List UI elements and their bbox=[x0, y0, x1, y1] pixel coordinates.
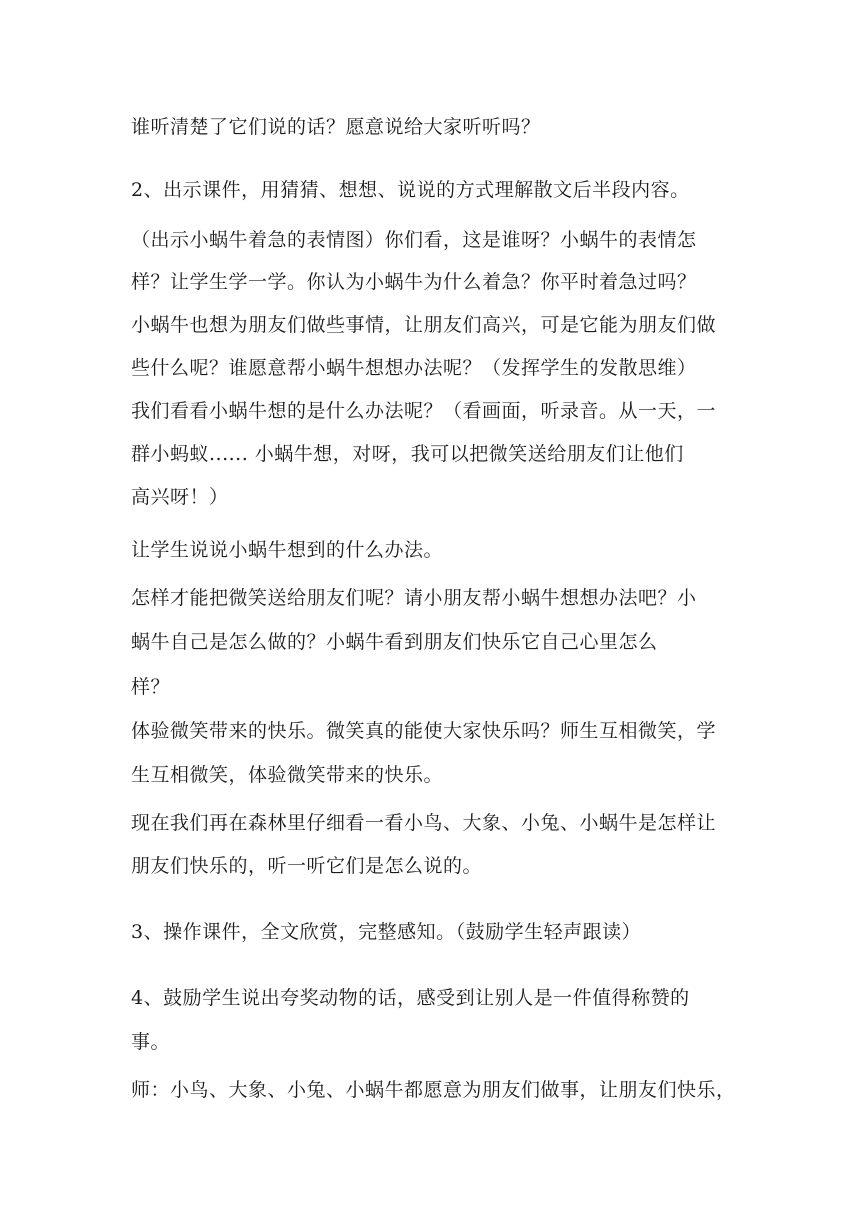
text-line: 样？ bbox=[131, 676, 171, 698]
text-line: 体验微笑带来的快乐。微笑真的能使大家快乐吗？师生互相微笑，学 bbox=[131, 720, 717, 742]
text-line: 蜗牛自己是怎么做的？小蜗牛看到朋友们快乐它自己心里怎么 bbox=[131, 631, 658, 653]
text-line: 谁听清楚了它们说的话？愿意说给大家听听吗？ bbox=[131, 116, 541, 138]
text-line: 2、出示课件，用猜猜、想想、说说的方式理解散文后半段内容。 bbox=[131, 179, 690, 201]
text-line: 样？让学生学一学。你认为小蜗牛为什么着急？你平时着急过吗？ bbox=[131, 271, 697, 293]
text-line: 师：小鸟、大象、小兔、小蜗牛都愿意为朋友们做事，让朋友们快乐， bbox=[131, 1079, 736, 1101]
text-line: 让学生说说小蜗牛想到的什么办法。 bbox=[131, 539, 444, 561]
text-line: 高兴呀！） bbox=[131, 486, 229, 508]
text-line: 群小蚂蚁...... 小蜗牛想，对呀，我可以把微笑送给朋友们让他们 bbox=[131, 443, 684, 465]
text-line: 生互相微笑，体验微笑带来的快乐。 bbox=[131, 764, 444, 786]
text-line: 3、操作课件，全文欣赏，完整感知。（鼓励学生轻声跟读） bbox=[131, 921, 642, 943]
text-line: 怎样才能把微笑送给朋友们呢？请小朋友帮小蜗牛想想办法吧？小 bbox=[131, 587, 697, 609]
text-line: 4、鼓励学生说出夸奖动物的话，感受到让别人是一件值得称赞的 bbox=[131, 987, 690, 1009]
text-line: 朋友们快乐的，听一听它们是怎么说的。 bbox=[131, 855, 483, 877]
text-line: 我们看看小蜗牛想的是什么办法呢？（看画面，听录音。从一天，一 bbox=[131, 400, 717, 422]
text-line: 些什么呢？谁愿意帮小蜗牛想想办法呢？（发挥学生的发散思维） bbox=[131, 357, 697, 379]
text-line: （出示小蜗牛着急的表情图）你们看，这是谁呀？小蜗牛的表情怎 bbox=[131, 229, 697, 251]
text-line: 小蜗牛也想为朋友们做些事情，让朋友们高兴，可是它能为朋友们做 bbox=[131, 314, 717, 336]
text-line: 事。 bbox=[131, 1031, 171, 1053]
text-line: 现在我们再在森林里仔细看一看小鸟、大象、小兔、小蜗牛是怎样让 bbox=[131, 812, 717, 834]
